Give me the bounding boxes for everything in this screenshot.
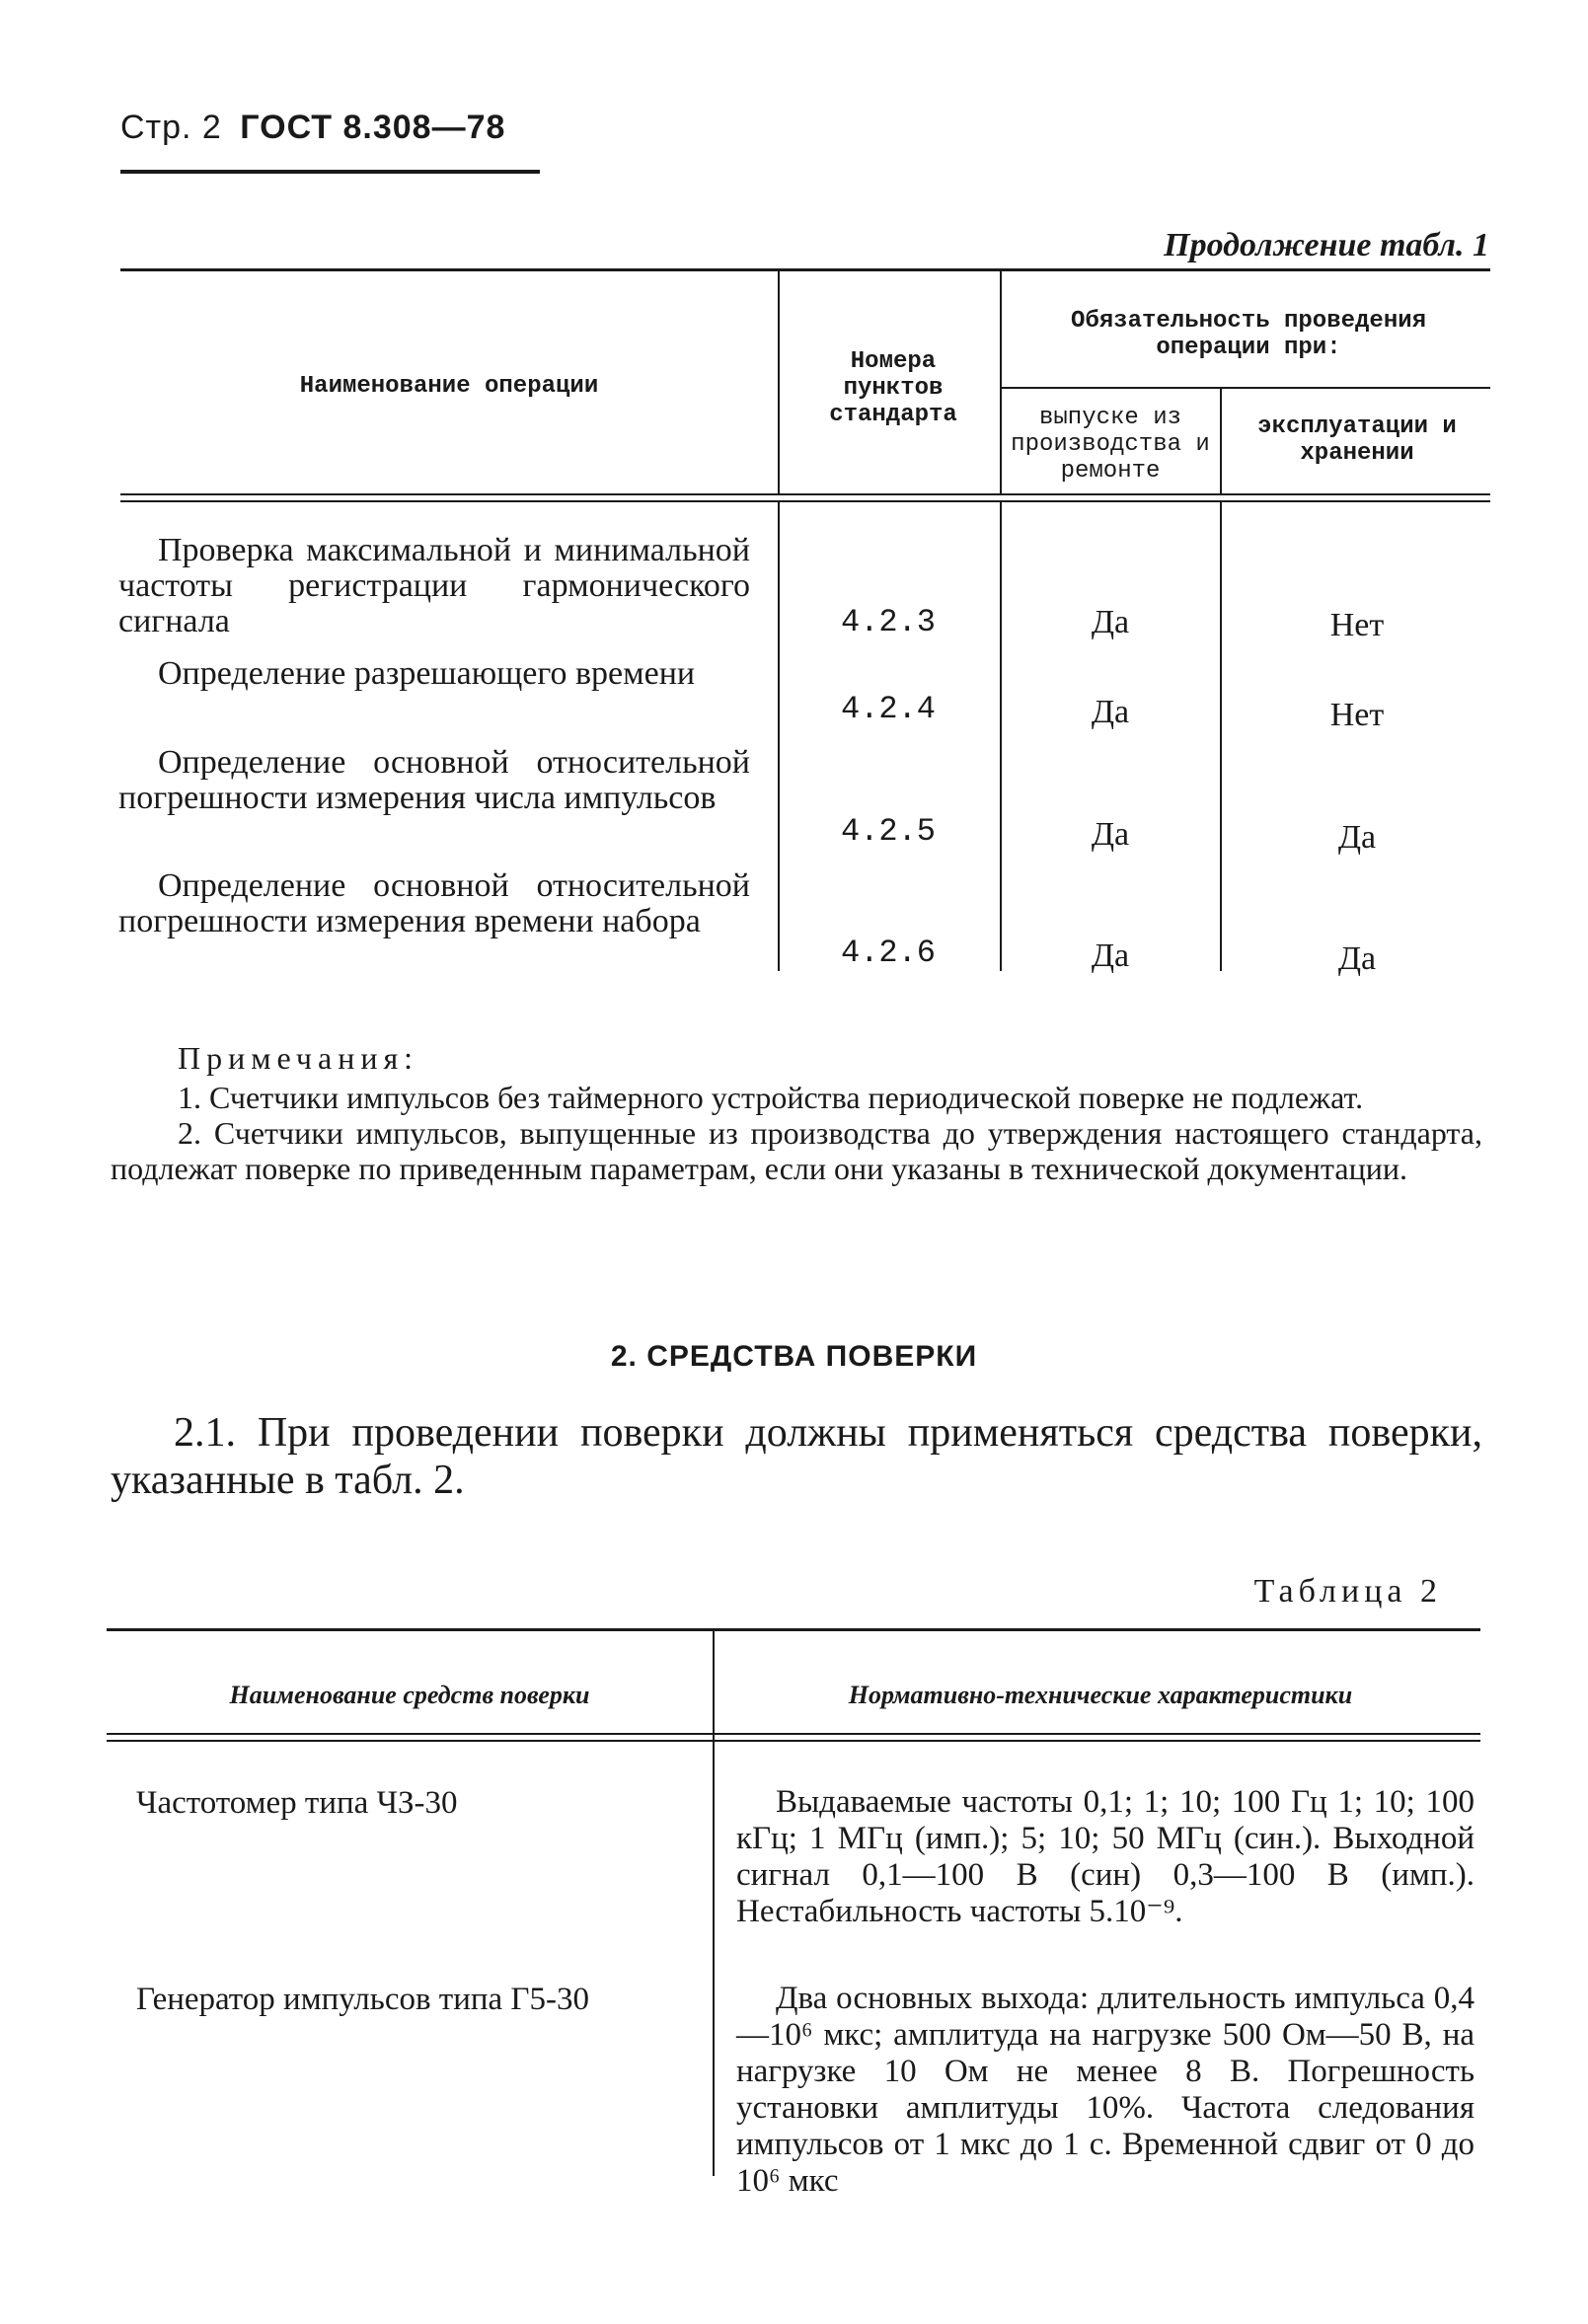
notes bbox=[111, 1040, 1482, 1186]
table1-col-divider bbox=[1000, 271, 1002, 493]
table1-row-operation: Проверка максимальной и минимальной частоты регистрации гармонического сигнала bbox=[118, 532, 750, 639]
table1-col-divider bbox=[1220, 502, 1222, 971]
table1-row-storage: Нет bbox=[1329, 697, 1385, 733]
page-label: Стр. 2 bbox=[120, 109, 222, 146]
table1-row-operation: Определение основной относительной погрешности измерения времени набора bbox=[118, 867, 750, 939]
standard-number: ГОСТ 8.308—78 bbox=[240, 109, 506, 146]
table1-header-operation: Наименование операции bbox=[299, 373, 599, 400]
section-heading: 2. СРЕДСТВА ПОВЕРКИ bbox=[610, 1340, 978, 1373]
table1-col-divider bbox=[778, 271, 780, 493]
table1-header-release: выпуске из производства и ремонте bbox=[1011, 405, 1210, 485]
table1-top-rule bbox=[120, 268, 1490, 271]
table2-caption: Таблица 2 bbox=[1253, 1573, 1442, 1610]
table2-col-divider bbox=[713, 1631, 715, 2176]
table1-header-operation-storage: эксплуатации и хранении bbox=[1257, 413, 1457, 467]
table1-header-rule bbox=[120, 500, 1490, 502]
table2-header-rule bbox=[107, 1733, 1480, 1735]
table1-header-obligation: Обязательность проведения операции при: bbox=[1070, 308, 1427, 361]
table1-header-rule bbox=[120, 493, 1490, 495]
note-item: 1. Счетчики импульсов без таймерного устройства периодической поверке не подлежат. bbox=[178, 1080, 1364, 1115]
table1-subheader-rule bbox=[1000, 387, 1490, 389]
page-header bbox=[120, 109, 505, 147]
section-paragraph: 2.1. При проведении поверки должны применяться средства поверки, указанные в табл. 2. bbox=[111, 1410, 1482, 1503]
table1-caption: Продолжение табл. 1 bbox=[1164, 227, 1489, 263]
table1-header-items: Номера пунктов стандарта bbox=[829, 348, 957, 428]
table2-header-specs: Нормативно-технические характеристики bbox=[848, 1681, 1353, 1709]
table1-row-operation: Определение основной относительной погрешности измерения числа импульсов bbox=[118, 744, 750, 816]
table2-row-name: Генератор импульсов типа Г5-30 bbox=[136, 1982, 590, 2017]
table1-col-divider bbox=[1000, 502, 1002, 971]
notes-title: Примечания: bbox=[178, 1040, 419, 1076]
table1-row-release: Да bbox=[1091, 604, 1130, 640]
table1-row-operation: Определение разрешающего времени bbox=[158, 655, 696, 692]
table1-row-item: 4.2.6 bbox=[840, 935, 936, 971]
table1-row-release: Да bbox=[1091, 816, 1130, 853]
table2-row-specs: Выдаваемые частоты 0,1; 1; 10; 100 Гц 1; 10; 100 кГц; 1 МГц (имп.); 5; 10; 50 МГц (син.). Выходной сигнал 0,1—100 В (син) 0,3—100 В (имп.). Нестабильность частоты 5.10⁻⁹. bbox=[736, 1784, 1475, 1929]
header-rule bbox=[120, 170, 540, 174]
table1-row-storage: Нет bbox=[1329, 607, 1385, 643]
table2-top-rule bbox=[107, 1628, 1480, 1631]
table1-row-item: 4.2.4 bbox=[840, 691, 936, 727]
table1-row-item: 4.2.5 bbox=[840, 813, 936, 850]
table2-header-name: Наименование средств поверки bbox=[229, 1681, 590, 1709]
table2-row-specs: Два основных выхода: длительность импульса 0,4—10⁶ мкс; амплитуда на нагрузке 500 Ом—50 В, на нагрузке 10 Ом не менее 8 В. Погрешность установки амплитуды 10%. Частота следования импульсов от 1 мкс до 1 с. Временной сдвиг от 0 до 10⁶ мкс bbox=[736, 1981, 1475, 2199]
table1-col-divider bbox=[1220, 387, 1222, 493]
table1-row-release: Да bbox=[1091, 694, 1130, 730]
note-item: 2. Счетчики импульсов, выпущенные из производства до утверждения настоящего стандарта, подлежат поверке по приведенным параметрам, если они указаны в технической документации. bbox=[111, 1115, 1482, 1186]
table1-row-item: 4.2.3 bbox=[840, 604, 936, 640]
table1-col-divider bbox=[778, 502, 780, 971]
table1-row-storage: Да bbox=[1337, 819, 1377, 856]
table1-row-storage: Да bbox=[1337, 940, 1377, 977]
table1-row-release: Да bbox=[1091, 937, 1130, 974]
table2-header-rule bbox=[107, 1740, 1480, 1742]
table2-row-name: Частотомер типа ЧЗ-30 bbox=[136, 1785, 458, 1821]
